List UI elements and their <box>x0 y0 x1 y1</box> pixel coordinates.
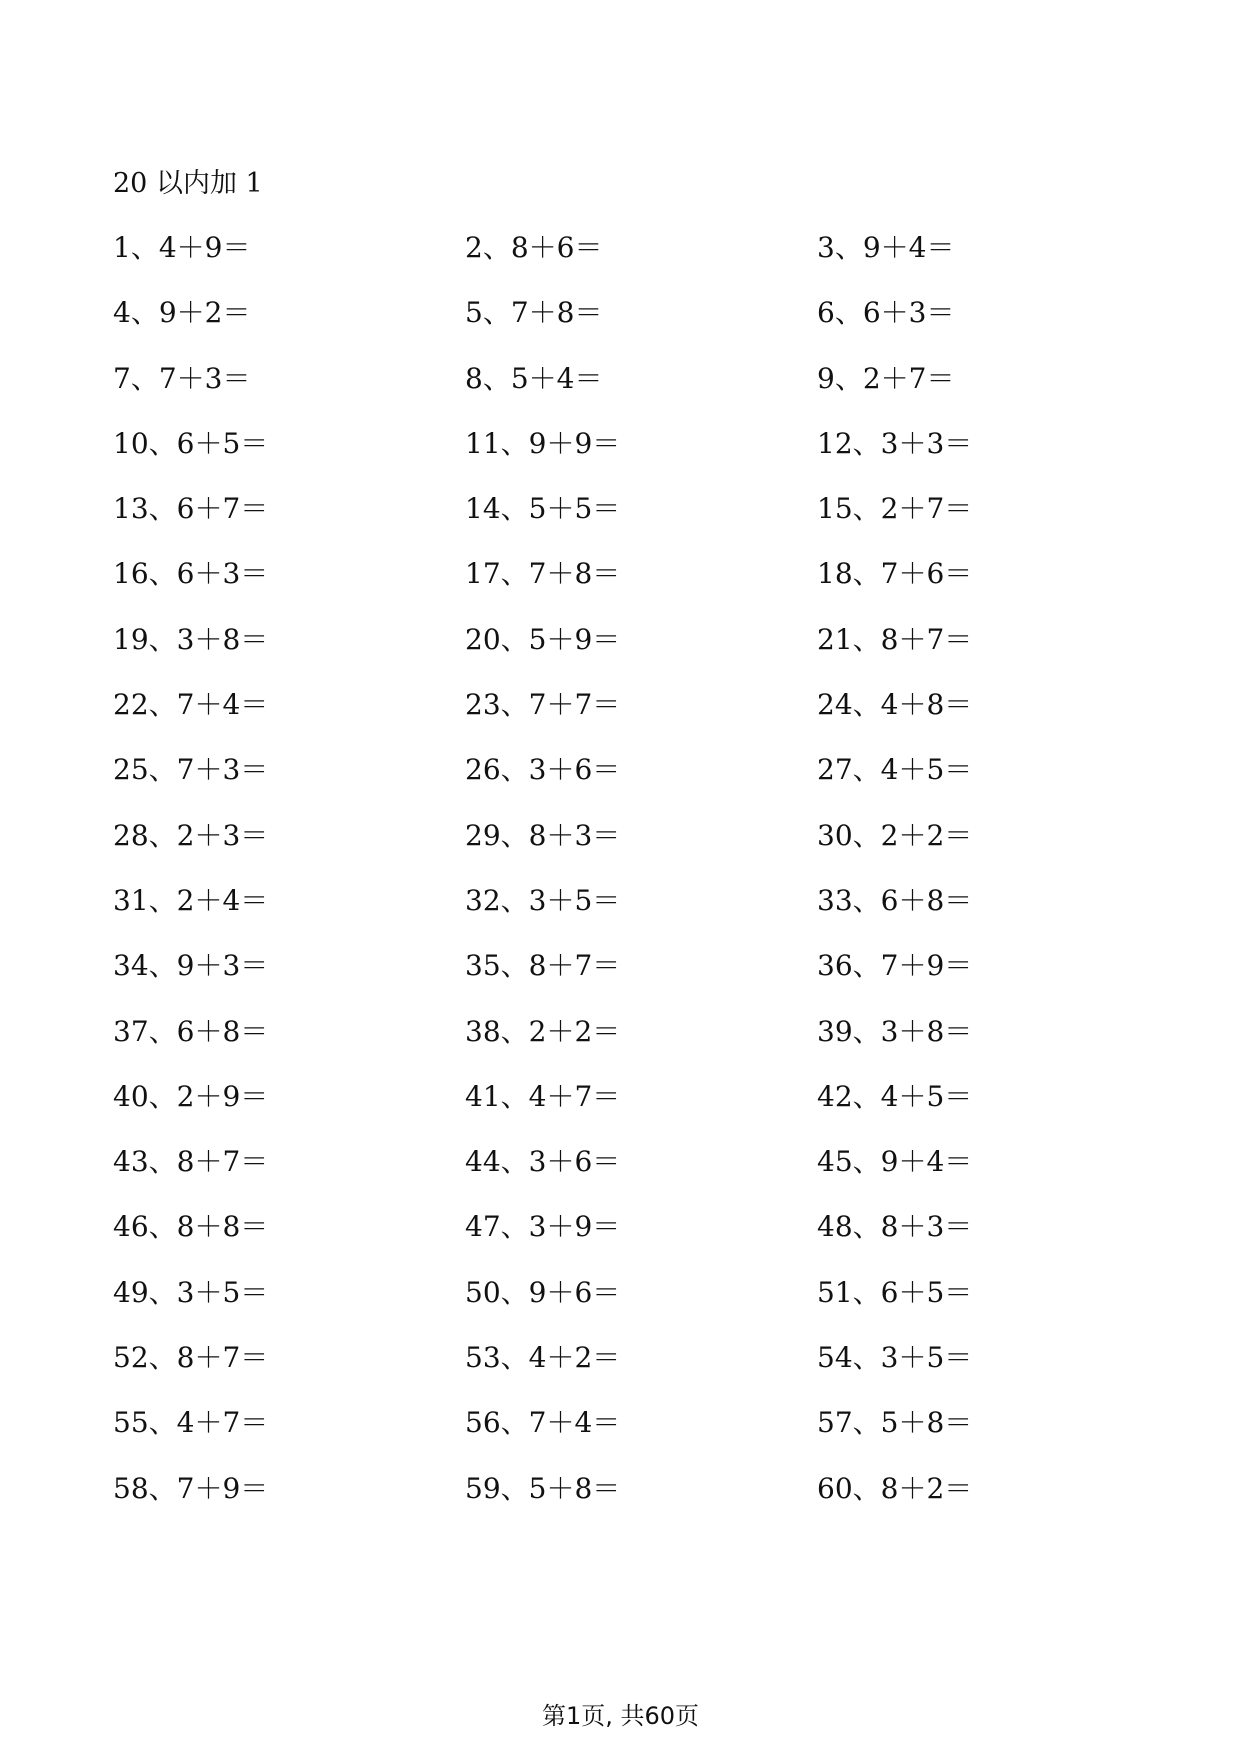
problem-item: 59、5＋8＝ <box>465 1471 621 1505</box>
problem-item: 4、9＋2＝ <box>113 296 251 330</box>
problem-item: 32、3＋5＝ <box>465 883 621 917</box>
problem-item: 50、9＋6＝ <box>465 1275 621 1309</box>
problem-item: 51、6＋5＝ <box>817 1275 973 1309</box>
problem-item: 54、3＋5＝ <box>817 1341 973 1375</box>
problem-item: 22、7＋4＝ <box>113 688 269 722</box>
problem-item: 38、2＋2＝ <box>465 1014 621 1048</box>
problem-item: 3、9＋4＝ <box>817 231 955 264</box>
problem-item: 23、7＋7＝ <box>465 688 621 722</box>
problem-item: 10、6＋5＝ <box>113 426 269 460</box>
problem-item: 36、7＋9＝ <box>817 949 973 983</box>
problem-item: 53、4＋2＝ <box>465 1341 621 1375</box>
problem-item: 14、5＋5＝ <box>465 492 621 526</box>
problem-item: 13、6＋7＝ <box>113 492 269 526</box>
problem-item: 24、4＋8＝ <box>817 688 973 722</box>
problem-item: 1、4＋9＝ <box>113 231 251 264</box>
problem-item: 5、7＋8＝ <box>465 296 603 330</box>
problem-item: 58、7＋9＝ <box>113 1471 269 1505</box>
problem-item: 17、7＋8＝ <box>465 557 621 591</box>
problem-item: 40、2＋9＝ <box>113 1079 269 1113</box>
page-number-footer: 第1页, 共60页 <box>541 1702 700 1730</box>
problem-item: 2、8＋6＝ <box>465 231 603 264</box>
problem-grid <box>113 230 1163 1536</box>
problem-item: 12、3＋3＝ <box>817 426 973 460</box>
problem-item: 30、2＋2＝ <box>817 818 973 852</box>
problem-item: 11、9＋9＝ <box>465 426 621 460</box>
problem-item: 35、8＋7＝ <box>465 949 621 983</box>
problem-item: 56、7＋4＝ <box>465 1406 621 1440</box>
problem-item: 21、8＋7＝ <box>817 622 973 656</box>
problem-item: 52、8＋7＝ <box>113 1341 269 1375</box>
problem-item: 8、5＋4＝ <box>465 361 603 395</box>
problem-item: 49、3＋5＝ <box>113 1275 269 1309</box>
problem-item: 60、8＋2＝ <box>817 1471 973 1505</box>
problem-item: 26、3＋6＝ <box>465 753 621 787</box>
problem-item: 33、6＋8＝ <box>817 883 973 917</box>
problem-item: 47、3＋9＝ <box>465 1210 621 1244</box>
problem-item: 31、2＋4＝ <box>113 883 269 917</box>
problem-item: 34、9＋3＝ <box>113 949 269 983</box>
problem-item: 57、5＋8＝ <box>817 1406 973 1440</box>
problem-item: 41、4＋7＝ <box>465 1079 621 1113</box>
problem-item: 55、4＋7＝ <box>113 1406 269 1440</box>
problem-item: 7、7＋3＝ <box>113 361 251 395</box>
worksheet-title: 20 以内加 1 <box>113 168 263 199</box>
problem-item: 28、2＋3＝ <box>113 818 269 852</box>
problem-item: 29、8＋3＝ <box>465 818 621 852</box>
problem-item: 45、9＋4＝ <box>817 1145 973 1179</box>
problem-item: 19、3＋8＝ <box>113 622 269 656</box>
problem-item: 39、3＋8＝ <box>817 1014 973 1048</box>
problem-item: 48、8＋3＝ <box>817 1210 973 1244</box>
problem-item: 37、6＋8＝ <box>113 1014 269 1048</box>
problem-item: 44、3＋6＝ <box>465 1145 621 1179</box>
problem-item: 27、4＋5＝ <box>817 753 973 787</box>
problem-item: 6、6＋3＝ <box>817 296 955 330</box>
problem-item: 18、7＋6＝ <box>817 557 973 591</box>
problem-item: 25、7＋3＝ <box>113 753 269 787</box>
problem-item: 42、4＋5＝ <box>817 1079 973 1113</box>
problem-item: 16、6＋3＝ <box>113 557 269 591</box>
problem-item: 43、8＋7＝ <box>113 1145 269 1179</box>
problem-item: 15、2＋7＝ <box>817 492 973 526</box>
problem-item: 9、2＋7＝ <box>817 361 955 395</box>
problem-item: 20、5＋9＝ <box>465 622 621 656</box>
problem-item: 46、8＋8＝ <box>113 1210 269 1244</box>
